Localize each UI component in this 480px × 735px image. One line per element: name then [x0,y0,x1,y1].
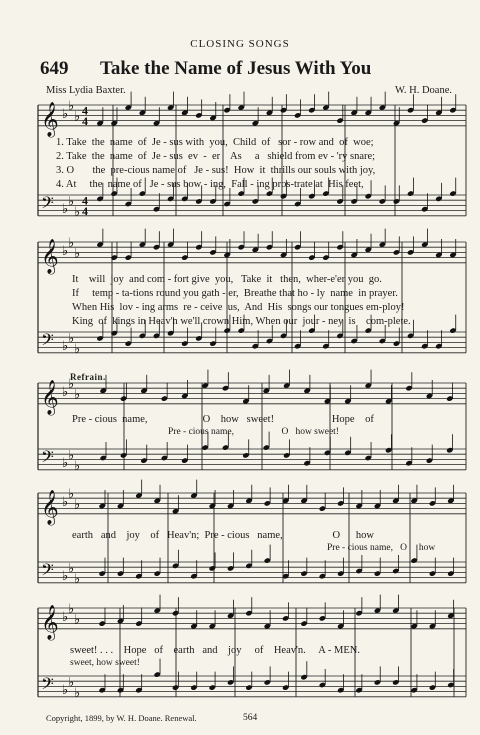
treble-clef-icon: 𝄞 [41,379,59,415]
flat-icon: ♭ [62,244,69,259]
time-signature: 4 [82,193,88,208]
refrain-bass-line-2: Pre - cious name, O how [327,543,436,553]
flat-icon: ♭ [68,377,75,393]
flat-icon: ♭ [68,331,75,347]
hymn-number: 649 [40,58,69,79]
flat-icon: ♭ [68,448,75,464]
flat-icon: ♭ [62,107,69,122]
bass-clef-icon: 𝄢 [41,559,54,584]
composer-credit: W. H. Doane. [394,85,452,96]
section-heading: CLOSING SONGS [190,38,290,50]
flat-icon: ♭ [68,675,75,691]
flat-icon: ♭ [68,602,75,618]
flat-icon: ♭ [62,202,69,218]
time-signature: 4 [82,103,88,118]
refrain-label: Refrain. [70,372,106,382]
flat-icon: ♭ [74,387,81,403]
flat-icon: ♭ [62,683,69,699]
refrain-bass-line-1: Pre - cious name, O how sweet! [168,427,339,437]
flat-icon: ♭ [68,99,75,115]
flat-icon: ♭ [68,561,75,577]
refrain-soprano-line-2: earth and joy of Heav'n; Pre - cious name, O how [72,530,374,541]
verse-4-line-2: King of kings in Heav'n we'll crown Him, When our jour - ney is com-plete. [72,316,411,327]
bass-clef-icon: 𝄢 [41,446,54,471]
treble-clef-icon: 𝄞 [41,101,59,137]
time-signature: 4 [82,113,88,128]
flat-icon: ♭ [74,497,81,513]
treble-clef-icon: 𝄞 [41,489,59,525]
flat-icon: ♭ [62,610,69,625]
flat-icon: ♭ [62,495,69,510]
refrain-soprano-line-1: Pre - cious name, O how sweet! Hope of [72,414,374,425]
flat-icon: ♭ [62,569,69,585]
flat-icon: ♭ [74,612,81,628]
verse-1-line-2: It will joy and com - fort give you, Take it then, wher-e'er you go. [72,274,382,285]
refrain-bass-line-3: sweet, how sweet! [70,658,140,668]
flat-icon: ♭ [62,339,69,355]
flat-icon: ♭ [68,194,75,210]
copyright-notice: Copyright, 1899, by W. H. Doane. Renewal. [46,713,197,723]
treble-clef-icon: 𝄞 [41,604,59,640]
flat-icon: ♭ [74,685,81,701]
flat-icon: ♭ [74,341,81,357]
time-signature: 4 [82,203,88,218]
flat-icon: ♭ [74,571,81,587]
verse-1-line-1: 1. Take the name of Je - sus with you, Child of sor - row and of woe; [56,137,374,148]
refrain-soprano-line-3: sweet! . . . Hope of earth and joy of Heav'n. A - MEN. [70,645,361,656]
page-number: 564 [243,713,258,723]
hymn-title: Take the Name of Jesus With You [100,58,372,79]
verse-2-line-1: 2. Take the name of Je - sus ev - er As a shield from ev - 'ry snare; [56,151,376,162]
flat-icon: ♭ [74,204,81,220]
verse-3-line-1: 3. O the pre-cious name of Je - sus! How it thrills our souls with joy, [56,165,376,176]
flat-icon: ♭ [62,385,69,400]
bass-clef-icon: 𝄢 [41,192,54,217]
verse-3-line-2: When His lov - ing arms re - ceive us, And His songs our tongues em-ploy! [72,302,405,313]
flat-icon: ♭ [68,487,75,503]
flat-icon: ♭ [74,246,81,262]
verse-4-line-1: 4. At the name of Je - sus bow - ing, Fall - ing pros-trate at His feet, [56,179,364,190]
lyricist-credit: Miss Lydia Baxter. [46,85,126,96]
treble-clef-icon: 𝄞 [41,238,59,274]
flat-icon: ♭ [74,109,81,125]
bass-clef-icon: 𝄢 [41,673,54,698]
verse-2-line-2: If temp - ta-tions round you gath - er, Breathe that ho - ly name in prayer. [72,288,398,299]
flat-icon: ♭ [62,456,69,472]
bass-clef-icon: 𝄢 [41,329,54,354]
flat-icon: ♭ [68,236,75,252]
flat-icon: ♭ [74,458,81,474]
